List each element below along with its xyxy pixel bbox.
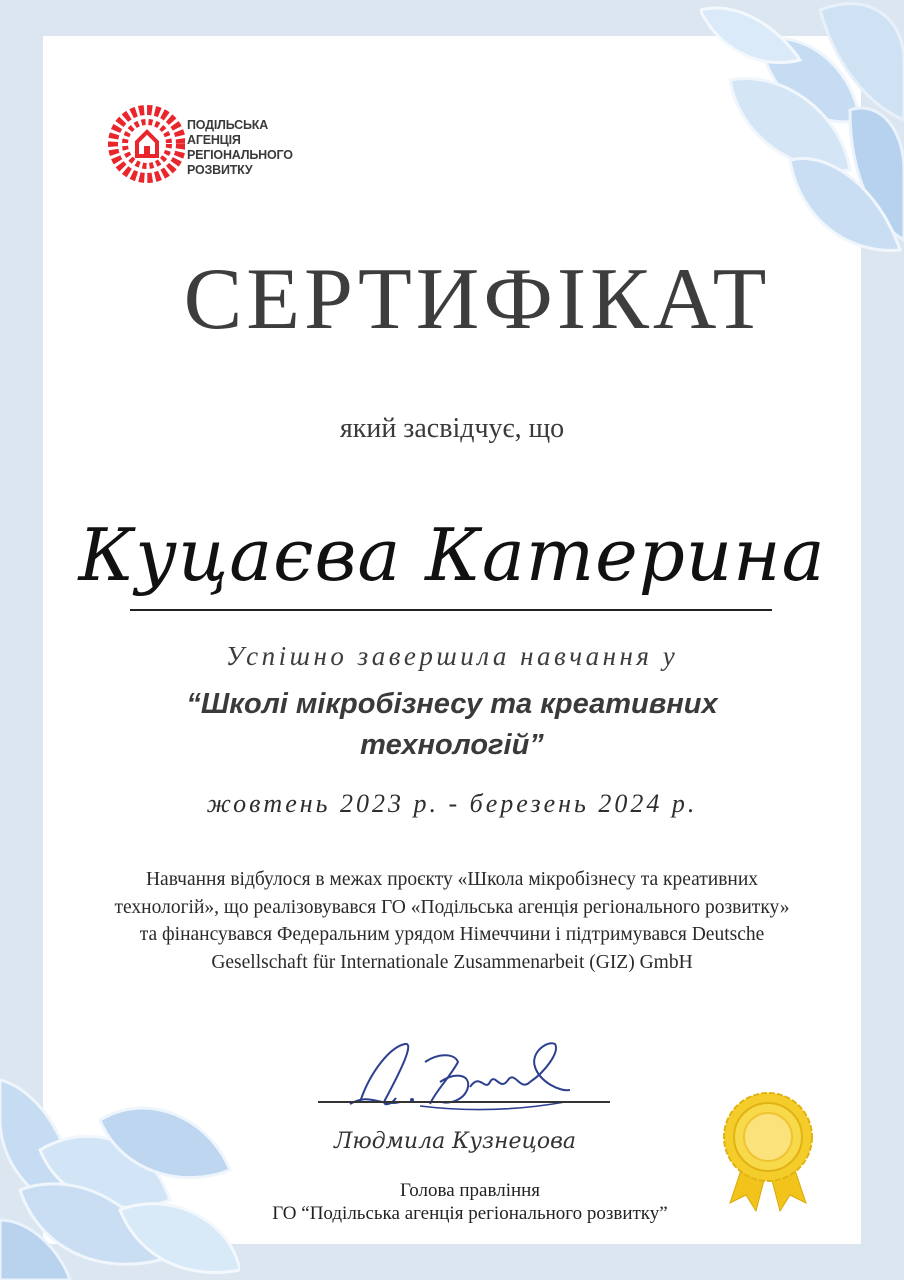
flower-decoration-top-right: [700, 0, 904, 260]
flower-decoration-bottom-left: [0, 1060, 240, 1280]
project-description: Навчання відбулося в межах проєкту «Школа мікробізнесу та креативних технологій», що реалізовувався ГО «Подільська агенція регіонального розвитку» та фінансувався Федеральним урядом Німеччини і підтримувався Deutsche Gesellschaft für Internationale Zusammenarbeit (GIZ) GmbH: [114, 869, 790, 973]
school-name: “Школі мікробізнесу та креативних технологій”: [186, 688, 718, 761]
recipient-name: Куцаєва Катерина: [78, 513, 826, 597]
logo-line: РЕГІОНАЛЬНОГО: [187, 148, 293, 162]
signature-line: [318, 1101, 610, 1103]
award-rosette-icon: [716, 1085, 820, 1215]
logo-text: [187, 118, 293, 178]
logo-line: ПОДІЛЬСЬКА: [187, 118, 269, 132]
certificate-title: СЕРТИФІКАТ: [183, 251, 771, 348]
signer-role: Голова правління: [399, 1180, 541, 1201]
achievement-text: Успішно завершила навчання у: [225, 641, 679, 671]
organization-logo: [105, 94, 295, 194]
handwritten-signature: [330, 1032, 570, 1122]
logo-line: АГЕНЦІЯ: [187, 133, 241, 147]
recipient-underline: [130, 609, 772, 611]
logo-emblem-icon: [105, 94, 185, 194]
study-period: жовтень 2023 р. - березень 2024 р.: [206, 789, 698, 818]
signer-organization: ГО “Подільська агенція регіонального розвитку”: [272, 1203, 668, 1224]
logo-line: РОЗВИТКУ: [187, 163, 253, 177]
certificate-subtitle: який засвідчує, що: [339, 413, 565, 444]
signer-name: Людмила Кузнецова: [333, 1129, 576, 1154]
